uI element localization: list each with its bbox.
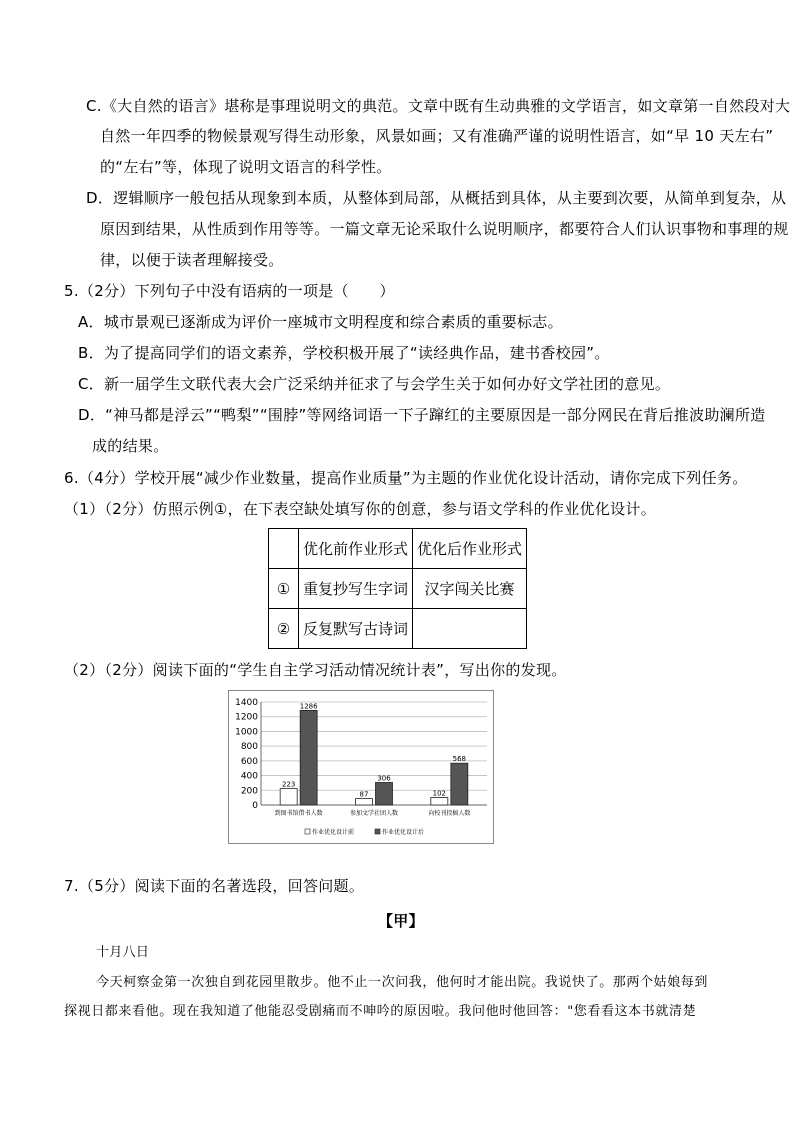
data-label: 306 [377, 774, 391, 783]
bar [300, 710, 317, 805]
option-d-line-3: 律，以便于读者理解接受。 [100, 251, 284, 269]
question-7: 7.（5分）阅读下面的名著选段，回答问题。 [64, 877, 365, 895]
category-label: 向校刊投稿人数 [428, 810, 471, 817]
diary-date: 十月八日 [96, 945, 150, 960]
option-c-line-1: C.《大自然的语言》堪称是事理说明文的典范。文章中既有生动典雅的文学语言，如文章第一自然段对大 [86, 97, 791, 115]
y-tick-label: 0 [252, 801, 258, 811]
legend-label: 作业优化设计后 [382, 829, 425, 836]
option-c-line-3: 的“左右”等，体现了说明文语言的科学性。 [100, 158, 392, 176]
table-row [269, 609, 527, 649]
study-activity-bar-chart [228, 690, 494, 844]
question-6: 6.（4分）学校开展“减少作业数量，提高作业质量”为主题的作业优化设计活动，请你完成下列任务。 [64, 469, 748, 487]
table-header-cell: 优化前作业形式 [299, 529, 413, 569]
data-label: 223 [281, 780, 296, 789]
y-tick-label: 1400 [235, 698, 258, 708]
section-jia-heading: 【甲】 [378, 912, 424, 930]
data-label: 1286 [299, 702, 318, 711]
table-cell-blank [413, 609, 527, 649]
category-label: 到图书馆借书人数 [274, 810, 323, 817]
table-cell: ① [269, 569, 299, 609]
legend-label: 作业优化设计前 [312, 829, 355, 836]
data-label: 87 [359, 790, 369, 799]
y-tick-label: 200 [240, 786, 258, 797]
table-header-row [269, 529, 527, 569]
y-tick-label: 1000 [235, 727, 258, 738]
question-5-option-b: B．为了提高同学们的语文素养，学校积极开展了“读经典作品，建书香校园”。 [78, 344, 610, 362]
y-tick-label: 400 [240, 771, 258, 782]
question-5-option-c: C．新一届学生文联代表大会广泛采纳并征求了与会学生关于如何办好文学社团的意见。 [78, 375, 671, 393]
data-label: 568 [452, 755, 467, 764]
table-cell: 反复默写古诗词 [299, 609, 413, 649]
chart-svg [229, 691, 493, 843]
y-tick-label: 600 [240, 756, 258, 767]
option-d-line-1: D．逻辑顺序一般包括从现象到本质，从整体到局部，从概括到具体，从主要到次要，从简单到复杂，从 [86, 189, 787, 207]
question-5-option-d-line-2: 成的结果。 [92, 437, 169, 455]
table-row [269, 569, 527, 609]
legend-swatch [375, 829, 380, 834]
homework-design-table [268, 528, 527, 649]
question-5-option-d-line-1: D．“神马都是浮云”“鸭梨”“围脖”等网络词语一下子蹿红的主要原因是一部分网民在背后推波助澜所造 [78, 406, 766, 424]
table-cell: 汉字闯关比赛 [413, 569, 527, 609]
legend-swatch [305, 829, 310, 834]
bar [356, 799, 373, 805]
bar [451, 763, 468, 805]
question-6-part-1: （1）（2分）仿照示例①，在下表空缺处填写你的创意，参与语文学科的作业优化设计。 [64, 500, 657, 518]
y-tick-label: 1200 [235, 712, 258, 723]
table-header-cell: 优化后作业形式 [413, 529, 527, 569]
passage-line-1: 今天柯察金第一次独自到花园里散步。他不止一次问我，他何时才能出院。我说快了。那两个姑娘每到 [96, 975, 709, 990]
question-6-part-2: （2）（2分）阅读下面的“学生自主学习活动情况统计表”，写出你的发现。 [64, 661, 567, 679]
bar [280, 789, 297, 805]
bar [431, 797, 448, 805]
y-tick-label: 800 [240, 742, 258, 753]
category-label: 参加文学社团人数 [349, 810, 399, 817]
table-header-cell [269, 529, 299, 569]
option-c-line-2: 自然一年四季的物候景观写得生动形象，风景如画；又有准确严谨的说明性语言，如“早 10 天左右” [100, 127, 774, 145]
bar [376, 782, 393, 805]
question-5: 5.（2分）下列句子中没有语病的一项是（ ） [64, 282, 395, 300]
passage-line-2: 探视日都来看他。现在我知道了他能忍受剧痛而不呻吟的原因啦。我问他时他回答："您看看这本书就清楚 [64, 1004, 697, 1019]
table-cell: ② [269, 609, 299, 649]
data-label: 102 [432, 789, 447, 798]
option-d-line-2: 原因到结果，从性质到作用等等。一篇文章无论采取什么说明顺序，都要符合人们认识事物和事理的规 [100, 220, 789, 238]
table-cell: 重复抄写生字词 [299, 569, 413, 609]
question-5-option-a: A．城市景观已逐渐成为评价一座城市文明程度和综合素质的重要标志。 [78, 313, 563, 331]
